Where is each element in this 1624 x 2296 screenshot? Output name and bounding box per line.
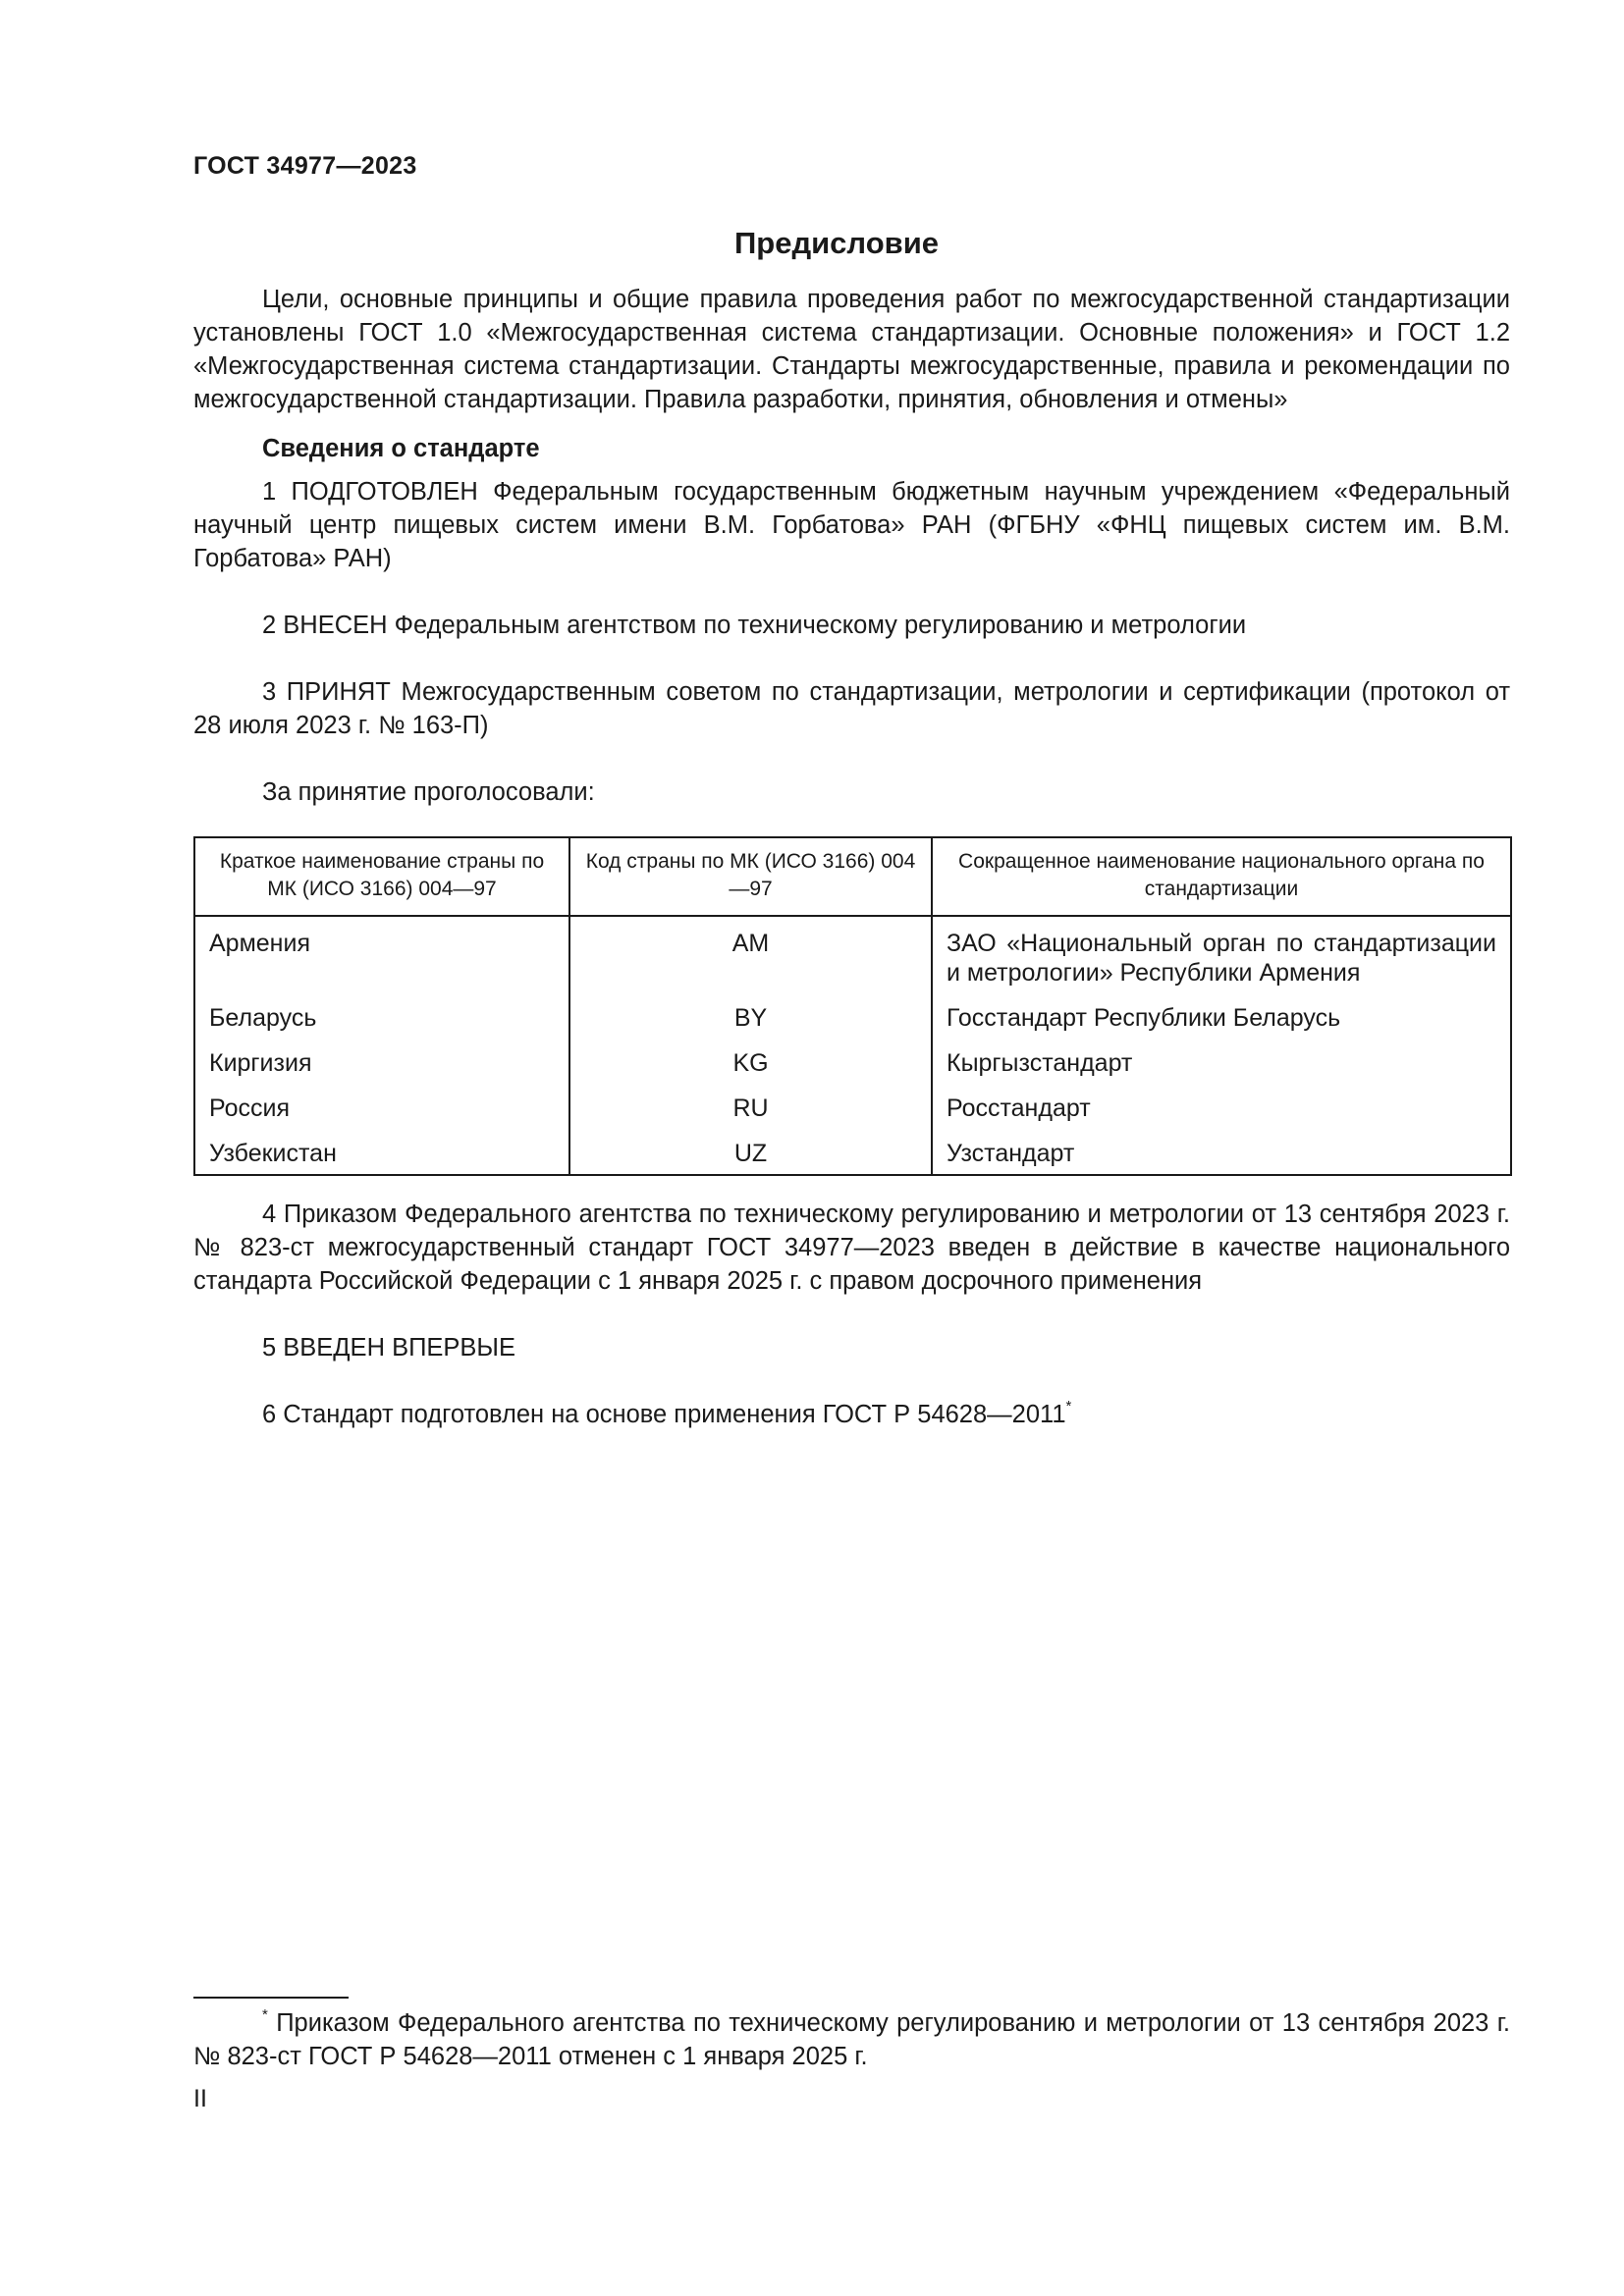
intro-paragraph: Цели, основные принципы и общие правила проведения работ по межгосударственной стандартизации установлены ГОСТ 1.0 «Межгосударственная система стандартизации. Основные положения» и ГОСТ 1.2 «Межгосударственная система стандартизации. Стандарты межгосударственные, правила и рекомендации по межгосударственной стандартизации. Правила разработки, принятия, обновления и отмены» <box>193 286 1510 413</box>
cell-country: Армения <box>194 916 569 995</box>
document-code-header: ГОСТ 34977—2023 <box>193 152 417 180</box>
table-row <box>194 995 1511 1041</box>
cell-organization: Кыргызстандарт <box>932 1041 1511 1086</box>
footnote-reference: * <box>1065 1398 1072 1415</box>
item-prepared: 1 ПОДГОТОВЛЕН Федеральным государственным бюджетным научным учреждением «Федеральный научный центр пищевых систем имени В.М. Горбатова» РАН (ФГБНУ «ФНЦ пищевых систем им. В.М. Горбатова» РАН) <box>193 478 1510 572</box>
cell-country: Узбекистан <box>194 1131 569 1175</box>
page-number: II <box>193 2085 207 2112</box>
cell-country: Беларусь <box>194 995 569 1041</box>
cell-code: KG <box>569 1041 932 1086</box>
preface-content <box>193 283 1510 1431</box>
voting-members-table <box>193 836 1512 1176</box>
table-row <box>194 1086 1511 1131</box>
standard-info-heading: Сведения о стандарте <box>262 435 540 462</box>
cell-code: BY <box>569 995 932 1041</box>
table-row <box>194 1041 1511 1086</box>
header-organization: Сокращенное наименование национального органа по стандартизации <box>932 837 1511 916</box>
table-row <box>194 1131 1511 1175</box>
cell-code: AM <box>569 916 932 995</box>
header-country: Краткое наименование страны по МК (ИСО 3166) 004—97 <box>194 837 569 916</box>
item-order: 4 Приказом Федерального агентства по техническому регулированию и метрологии от 13 сентября 2023 г. № 823-ст межгосударственный стандарт ГОСТ 34977—2023 введен в действие в качестве национального стандарта Российской Федерации с 1 января 2025 г. с правом досрочного применения <box>193 1201 1510 1295</box>
cell-country: Киргизия <box>194 1041 569 1086</box>
cell-organization: Росстандарт <box>932 1086 1511 1131</box>
cell-organization: ЗАО «Национальный орган по стандартизации и метрологии» Республики Армения <box>932 916 1511 995</box>
table-header-row <box>194 837 1511 916</box>
cell-code: UZ <box>569 1131 932 1175</box>
header-code: Код страны по МК (ИСО 3166) 004—97 <box>569 837 932 916</box>
cell-code: RU <box>569 1086 932 1131</box>
item-submitted: 2 ВНЕСЕН Федеральным агентством по техническому регулированию и метрологии <box>262 612 1247 639</box>
cell-country: Россия <box>194 1086 569 1131</box>
section-title: Предисловие <box>733 226 939 260</box>
item-first-introduced: 5 ВВЕДЕН ВПЕРВЫЕ <box>262 1334 516 1362</box>
footnote-text: Приказом Федерального агентства по техническому регулированию и метрологии от 13 сентября 2023 г. № 823-ст ГОСТ Р 54628—2011 отменен с 1 января 2025 г. <box>193 2009 1510 2070</box>
basis-text: 6 Стандарт подготовлен на основе применения ГОСТ Р 54628—2011 <box>262 1401 1066 1428</box>
cell-organization: Госстандарт Республики Беларусь <box>932 995 1511 1041</box>
cell-organization: Узстандарт <box>932 1131 1511 1175</box>
item-adopted: 3 ПРИНЯТ Межгосударственным советом по стандартизации, метрологии и сертификации (протокол от 28 июля 2023 г. № 163-П) <box>193 678 1510 739</box>
voted-label: За принятие проголосовали: <box>262 778 595 806</box>
footnote <box>193 2006 1510 2073</box>
item-basis <box>193 1398 1510 1431</box>
footnote-divider <box>193 1997 349 1999</box>
footnote-mark: * <box>262 2006 268 2023</box>
table-row <box>194 916 1511 995</box>
